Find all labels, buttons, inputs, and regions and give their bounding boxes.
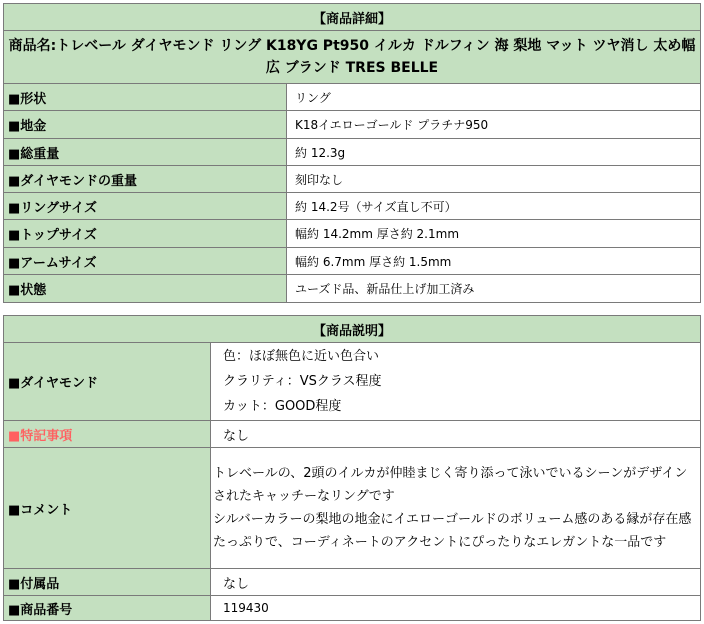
detail-row [4,193,701,220]
comment-row [4,448,701,569]
special-notes-row [4,421,701,448]
item-number-value: 119430 [211,596,701,621]
detail-row [4,220,701,248]
metal-value: K18イエローゴールド プラチナ950 [287,111,701,139]
accessories-row [4,569,701,596]
product-title: 商品名:トレベール ダイヤモンド リング K18YG Pt950 イルカ ドルフィン 海 梨地 マット ツヤ消し 太め幅広 ブランド TRES BELLE [4,31,701,84]
arm-size-value: 幅約 6.7mm 厚さ約 1.5mm [287,248,701,275]
top-size-label: ■トップサイズ [4,220,287,248]
detail-row [4,111,701,139]
condition-value: ユーズド品、新品仕上げ加工済み [287,275,701,303]
diamond-value [211,343,701,421]
diamond-cut: カット：GOOD程度 [223,399,342,414]
details-header: 【商品詳細】 [4,4,701,31]
shape-label: ■形状 [4,84,287,111]
ring-size-label: ■リングサイズ [4,193,287,220]
detail-row [4,139,701,166]
comment-label: ■コメント [4,448,211,569]
description-header: 【商品説明】 [4,316,701,343]
comment-value [211,448,701,569]
diamond-row [4,343,701,421]
condition-label: ■状態 [4,275,287,303]
shape-value: リング [287,84,701,111]
item-number-row [4,596,701,621]
special-notes-value: なし [211,421,701,448]
total-weight-label: ■総重量 [4,139,287,166]
detail-row [4,84,701,111]
ring-size-value: 約 14.2号（サイズ直し不可） [287,193,701,220]
detail-row [4,275,701,303]
diamond-color: 色：ほぼ無色に近い色合い [223,349,380,364]
top-size-value: 幅約 14.2mm 厚さ約 2.1mm [287,220,701,248]
diamond-clarity: クラリティ：VSクラス程度 [223,374,382,389]
detail-row [4,248,701,275]
total-weight-value: 約 12.3g [287,139,701,166]
diamond-weight-label: ■ダイヤモンドの重量 [4,166,287,193]
accessories-label: ■付属品 [4,569,211,596]
detail-row [4,166,701,193]
comment-paragraph-2: シルバーカラーの梨地の地金にイエローゴールドのボリューム感のある縁が存在感たっぷりで、コーディネートのアクセントにぴったりなエレガントな一品です [213,512,692,550]
arm-size-label: ■アームサイズ [4,248,287,275]
product-description-table [3,315,701,621]
special-notes-label: ■特記事項 [4,421,211,448]
accessories-value: なし [211,569,701,596]
product-details-table [3,3,701,303]
item-number-label: ■商品番号 [4,596,211,621]
comment-paragraph-1: トレベールの、2頭のイルカが仲睦まじく寄り添って泳いでいるシーンがデザインされたキャッチーなリングです [213,466,688,504]
diamond-weight-value: 刻印なし [287,166,701,193]
diamond-label: ■ダイヤモンド [4,343,211,421]
metal-label: ■地金 [4,111,287,139]
